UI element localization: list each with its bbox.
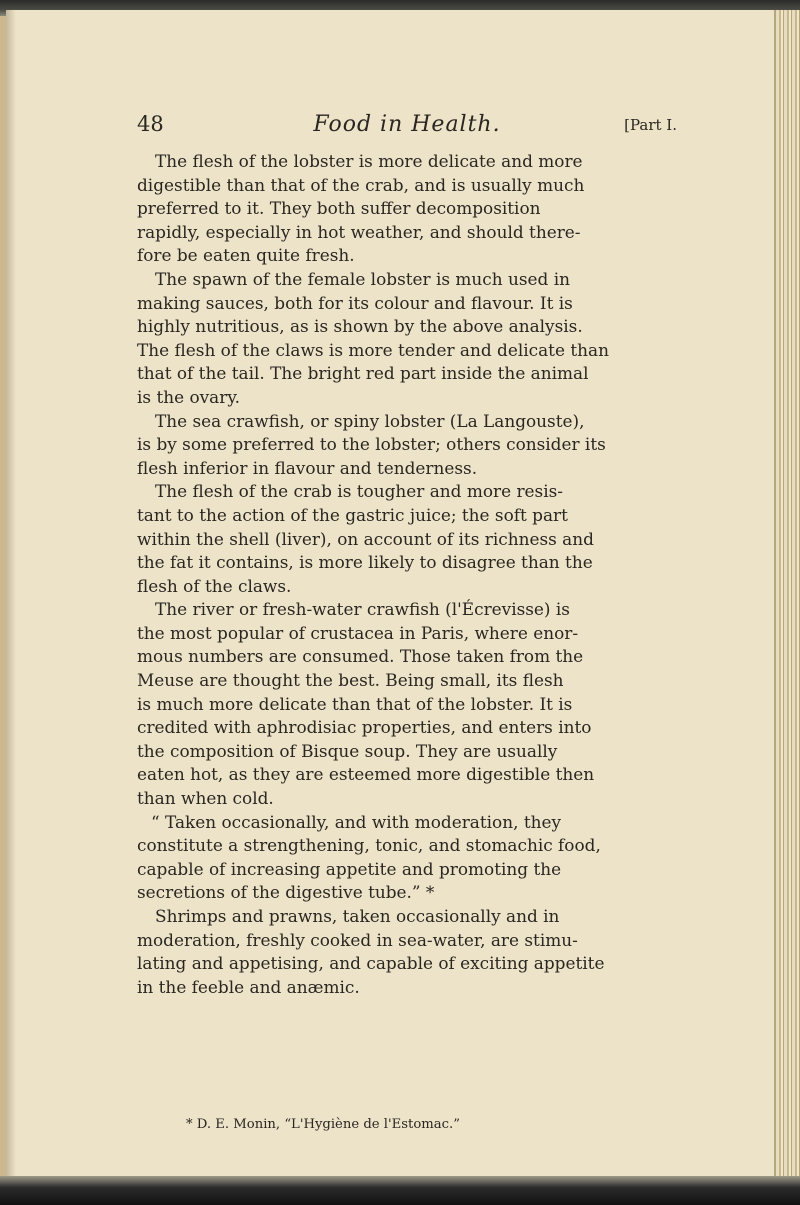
text-line: digestible than that of the crab, and is usually much [137, 174, 585, 195]
page-edges [776, 10, 800, 1180]
text-line: flesh of the claws. [137, 575, 292, 596]
text-line: The sea crawfish, or spiny lobster (La Langouste), [155, 410, 585, 431]
text-line: tant to the action of the gastric juice; the soft part [137, 504, 568, 525]
text-line: credited with aphrodisiac properties, and enters into [137, 717, 592, 738]
running-title: Food in Health. [313, 112, 501, 137]
text-line: is the ovary. [137, 386, 240, 407]
text-line: secretions of the digestive tube.” * [137, 882, 435, 903]
text-line: moderation, freshly cooked in sea-water, are stimu- [137, 929, 578, 950]
text-line: rapidly, especially in hot weather, and should there- [137, 221, 581, 242]
text-line: the most popular of crustacea in Paris, where enor- [137, 622, 579, 643]
text-line: preferred to it. They both suffer decomposition [137, 198, 541, 219]
text-line: making sauces, both for its colour and flavour. It is [137, 292, 573, 313]
text-line: is by some preferred to the lobster; others consider its [137, 434, 606, 455]
text-line: Meuse are thought the best. Being small, its flesh [137, 670, 564, 691]
text-line: within the shell (liver), on account of its richness and [137, 528, 594, 549]
text-line: highly nutritious, as is shown by the above analysis. [137, 316, 583, 337]
body-text [137, 150, 677, 999]
footnote: * D. E. Monin, “L'Hygiène de l'Estomac.” [186, 1117, 460, 1132]
text-line: the composition of Bisque soup. They are usually [137, 740, 558, 761]
text-line: lating and appetising, and capable of exciting appetite [137, 953, 605, 974]
text-line: is much more delicate than that of the lobster. It is [137, 693, 573, 714]
text-line: capable of increasing appetite and promoting the [137, 858, 562, 879]
text-line: flesh inferior in flavour and tenderness. [137, 457, 478, 478]
text-line: constitute a strengthening, tonic, and stomachic food, [137, 835, 601, 856]
running-header [137, 112, 677, 142]
text-line: The flesh of the lobster is more delicate and more [155, 151, 583, 171]
text-line: “ Taken occasionally, and with moderation, they [151, 811, 562, 832]
text-line: The river or fresh-water crawfish (l'Écrevisse) is [155, 599, 570, 620]
text-line: mous numbers are consumed. Those taken from the [137, 646, 584, 667]
text-line: fore be eaten quite fresh. [137, 245, 355, 266]
bottom-book-edge [0, 1176, 800, 1205]
text-line: that of the tail. The bright red part inside the animal [137, 363, 589, 384]
spine-shadow [6, 10, 16, 1180]
part-label: [Part I. [624, 116, 677, 134]
text-line: Shrimps and prawns, taken occasionally and in [155, 906, 560, 926]
text-line: the fat it contains, is more likely to disagree than the [137, 552, 593, 573]
page-number: 48 [137, 112, 164, 136]
text-line: in the feeble and anæmic. [137, 976, 360, 997]
text-line: The spawn of the female lobster is much used in [155, 268, 571, 289]
text-line: eaten hot, as they are esteemed more digestible then [137, 764, 595, 785]
text-line: The flesh of the claws is more tender and delicate than [137, 339, 609, 360]
text-line: than when cold. [137, 788, 274, 809]
text-line: The flesh of the crab is tougher and more resis- [155, 481, 563, 502]
